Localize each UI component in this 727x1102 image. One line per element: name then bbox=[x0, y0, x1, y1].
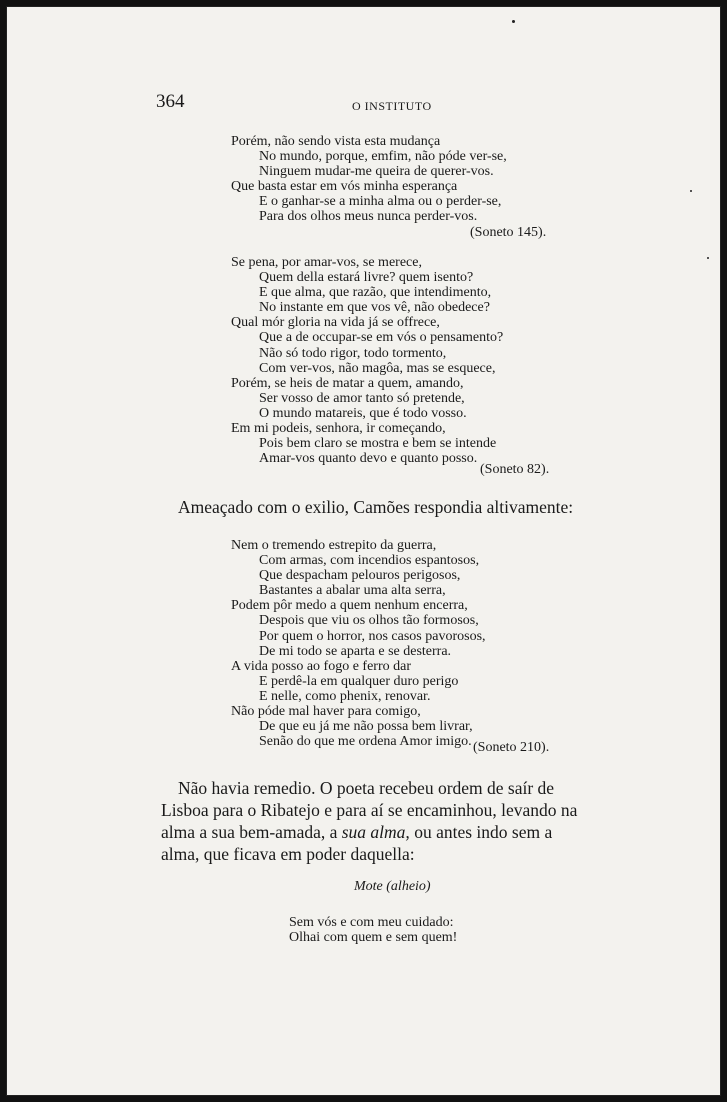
verse-line: Que despacham pelouros perigosos, bbox=[259, 568, 461, 584]
verse-line: Despois que viu os olhos tão formosos, bbox=[259, 613, 479, 629]
verse-line: Quem della estará livre? quem isento? bbox=[259, 270, 474, 286]
mote-title: Mote (alheio) bbox=[354, 879, 431, 894]
sonnet-210-reference: (Soneto 210). bbox=[473, 740, 550, 755]
narrative-paragraph bbox=[161, 777, 626, 865]
verse-line: Sem vós e com meu cuidado: bbox=[289, 915, 454, 930]
mote-verse bbox=[289, 915, 457, 945]
paragraph-line: Ameaçado com o exilio, Camões respondia altivamente: bbox=[178, 497, 574, 517]
verse-line: Se pena, por amar-vos, se merece, bbox=[231, 255, 422, 270]
verse-line: Que a de occupar-se em vós o pensamento? bbox=[259, 330, 504, 346]
sonnet-210 bbox=[231, 538, 486, 749]
sonnet-82 bbox=[231, 255, 503, 466]
verse-line: Ser vosso de amor tanto só pretende, bbox=[259, 390, 465, 406]
running-title: O INSTITUTO bbox=[352, 99, 432, 113]
verse-line: Para dos olhos meus nunca perder-vos. bbox=[259, 209, 478, 225]
verse-line: Senão do que me ordena Amor imigo. bbox=[259, 734, 472, 750]
paper-speck bbox=[690, 190, 692, 192]
verse-line: No instante em que vos vê, não obedece? bbox=[259, 300, 490, 316]
verse-line: Não só todo rigor, todo tormento, bbox=[259, 345, 447, 361]
verse-line: Pois bem claro se mostra e bem se intende bbox=[259, 436, 497, 452]
verse-line: Por quem o horror, nos casos pavorosos, bbox=[259, 628, 486, 644]
verse-line: E perdê-la em qualquer duro perigo bbox=[259, 673, 459, 689]
paper-speck bbox=[707, 257, 709, 259]
paper-speck bbox=[512, 20, 515, 23]
sonnet-145-reference: (Soneto 145). bbox=[470, 225, 547, 240]
paragraph-text: alma a sua bem-amada, a bbox=[161, 822, 338, 842]
verse-line: O mundo matareis, que é todo vosso. bbox=[259, 405, 467, 421]
paragraph-text: ou antes indo sem a bbox=[414, 822, 553, 842]
verse-line: E que alma, que razão, que intendimento, bbox=[259, 285, 492, 301]
verse-line: Podem pôr medo a quem nenhum encerra, bbox=[231, 598, 468, 614]
verse-line: Ninguem mudar-me queira de querer-vos. bbox=[259, 164, 494, 180]
verse-line: Olhai com quem e sem quem! bbox=[289, 930, 458, 946]
sonnet-145 bbox=[231, 134, 507, 225]
verse-line: Bastantes a abalar uma alta serra, bbox=[259, 583, 446, 599]
paragraph-line: alma, que ficava em poder daquella: bbox=[161, 844, 415, 864]
verse-line: Porém, não sendo vista esta mudança bbox=[231, 134, 441, 149]
paragraph-line bbox=[161, 821, 626, 843]
verse-line: De mi todo se aparta e se desterra. bbox=[259, 643, 452, 659]
verse-line: E nelle, como phenix, renovar. bbox=[259, 688, 431, 704]
verse-line: Nem o tremendo estrepito da guerra, bbox=[231, 538, 437, 553]
verse-line: Com armas, com incendios espantosos, bbox=[259, 553, 480, 569]
verse-line: De que eu já me não possa bem livrar, bbox=[259, 719, 473, 735]
verse-line: Porém, se heis de matar a quem, amando, bbox=[231, 375, 464, 391]
paragraph-line: Lisboa para o Ribatejo e para aí se encaminhou, levando na bbox=[161, 800, 578, 820]
page-number: 364 bbox=[156, 91, 185, 112]
sonnet-82-reference: (Soneto 82). bbox=[480, 462, 550, 477]
verse-line: Com ver-vos, não magôa, mas se esquece, bbox=[259, 360, 496, 376]
verse-line: A vida posso ao fogo e ferro dar bbox=[231, 658, 412, 674]
verse-line: Qual mór gloria na vida já se offrece, bbox=[231, 315, 440, 331]
emphasis-text: sua alma, bbox=[341, 822, 410, 842]
verse-line: Amar-vos quanto devo e quanto posso. bbox=[259, 451, 478, 467]
book-page bbox=[6, 6, 721, 1096]
verse-line: No mundo, porque, emfim, não póde ver-se, bbox=[259, 149, 507, 165]
paragraph-line: Não havia remedio. O poeta recebeu ordem de saír de bbox=[178, 778, 555, 798]
intro-paragraph bbox=[178, 496, 573, 518]
verse-line: Que basta estar em vós minha esperança bbox=[231, 179, 458, 195]
verse-line: Não póde mal haver para comigo, bbox=[231, 704, 421, 720]
verse-line: Em mi podeis, senhora, ir começando, bbox=[231, 421, 446, 437]
verse-line: E o ganhar-se a minha alma ou o perder-se, bbox=[259, 194, 502, 210]
